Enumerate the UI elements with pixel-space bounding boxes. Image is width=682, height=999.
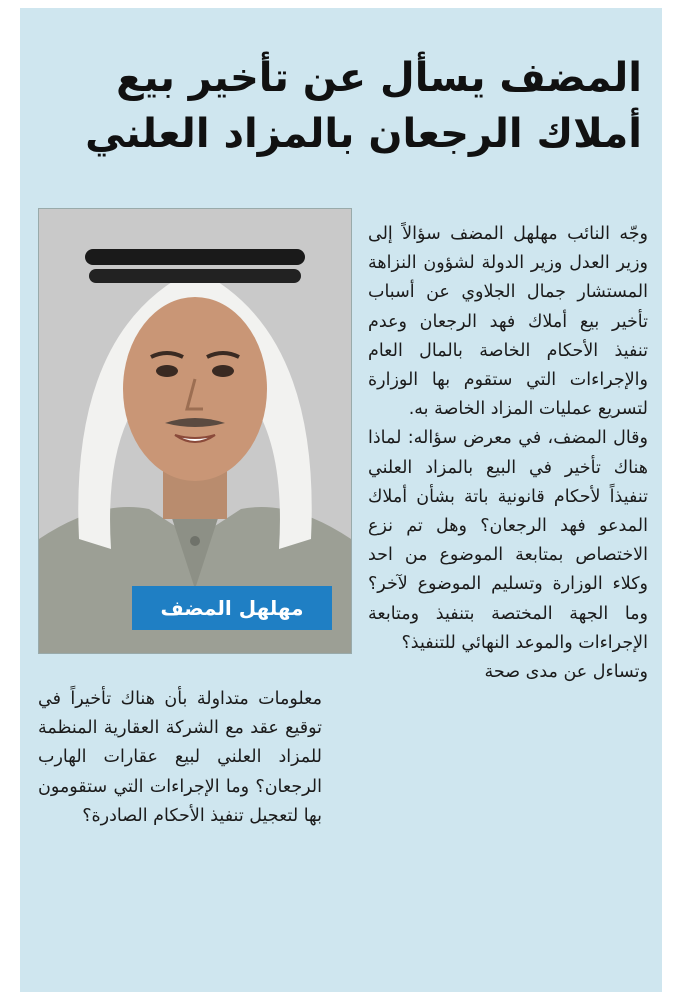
photo-caption: مهلهل المضف — [132, 586, 332, 630]
article-body-right-column: وجّه النائب مهلهل المضف سؤالاً إلى وزير العدل وزير الدولة لشؤون النزاهة المستشار جمال الجلاوي عن أسباب تأخير بيع أملاك فهد الرجعان وعدم تنفيذ الأحكام الخاصة بالمال العام والإجراءات التي ستقوم بها الوزارة لتسريع عمليات المزاد الخاصة به. وقال المضف، في معرض سؤاله: لماذا هناك تأخير في البيع بالمزاد العلني تنفيذاً لأحكام قانونية باتة بشأن أملاك المدعو فهد الرجعان؟ وهل تم نزع الاختصاص بمتابعة الموضوع من احد وكلاء الوزارة وتسليم الموضوع لآخر؟ وما الجهة المختصة بتنفيذ ومتابعة الإجراءات والموعد النهائي للتنفيذ؟ وتساءل عن مدى صحة — [368, 224, 648, 683]
article-headline — [42, 50, 642, 162]
headline-line-1: المضف يسأل عن تأخير بيع — [116, 55, 642, 101]
headline-line-2: أملاك الرجعان بالمزاد العلني — [85, 111, 642, 157]
news-article — [20, 8, 662, 992]
article-body-left-column: معلومات متداولة بأن هناك تأخيراً في توقيع عقد مع الشركة العقارية المنظمة للمزاد العلني لبيع عقارات الهارب الرجعان؟ وما الإجراءات التي ستقومون بها لتعجيل تنفيذ الأحكام الصادرة؟ — [38, 689, 322, 826]
